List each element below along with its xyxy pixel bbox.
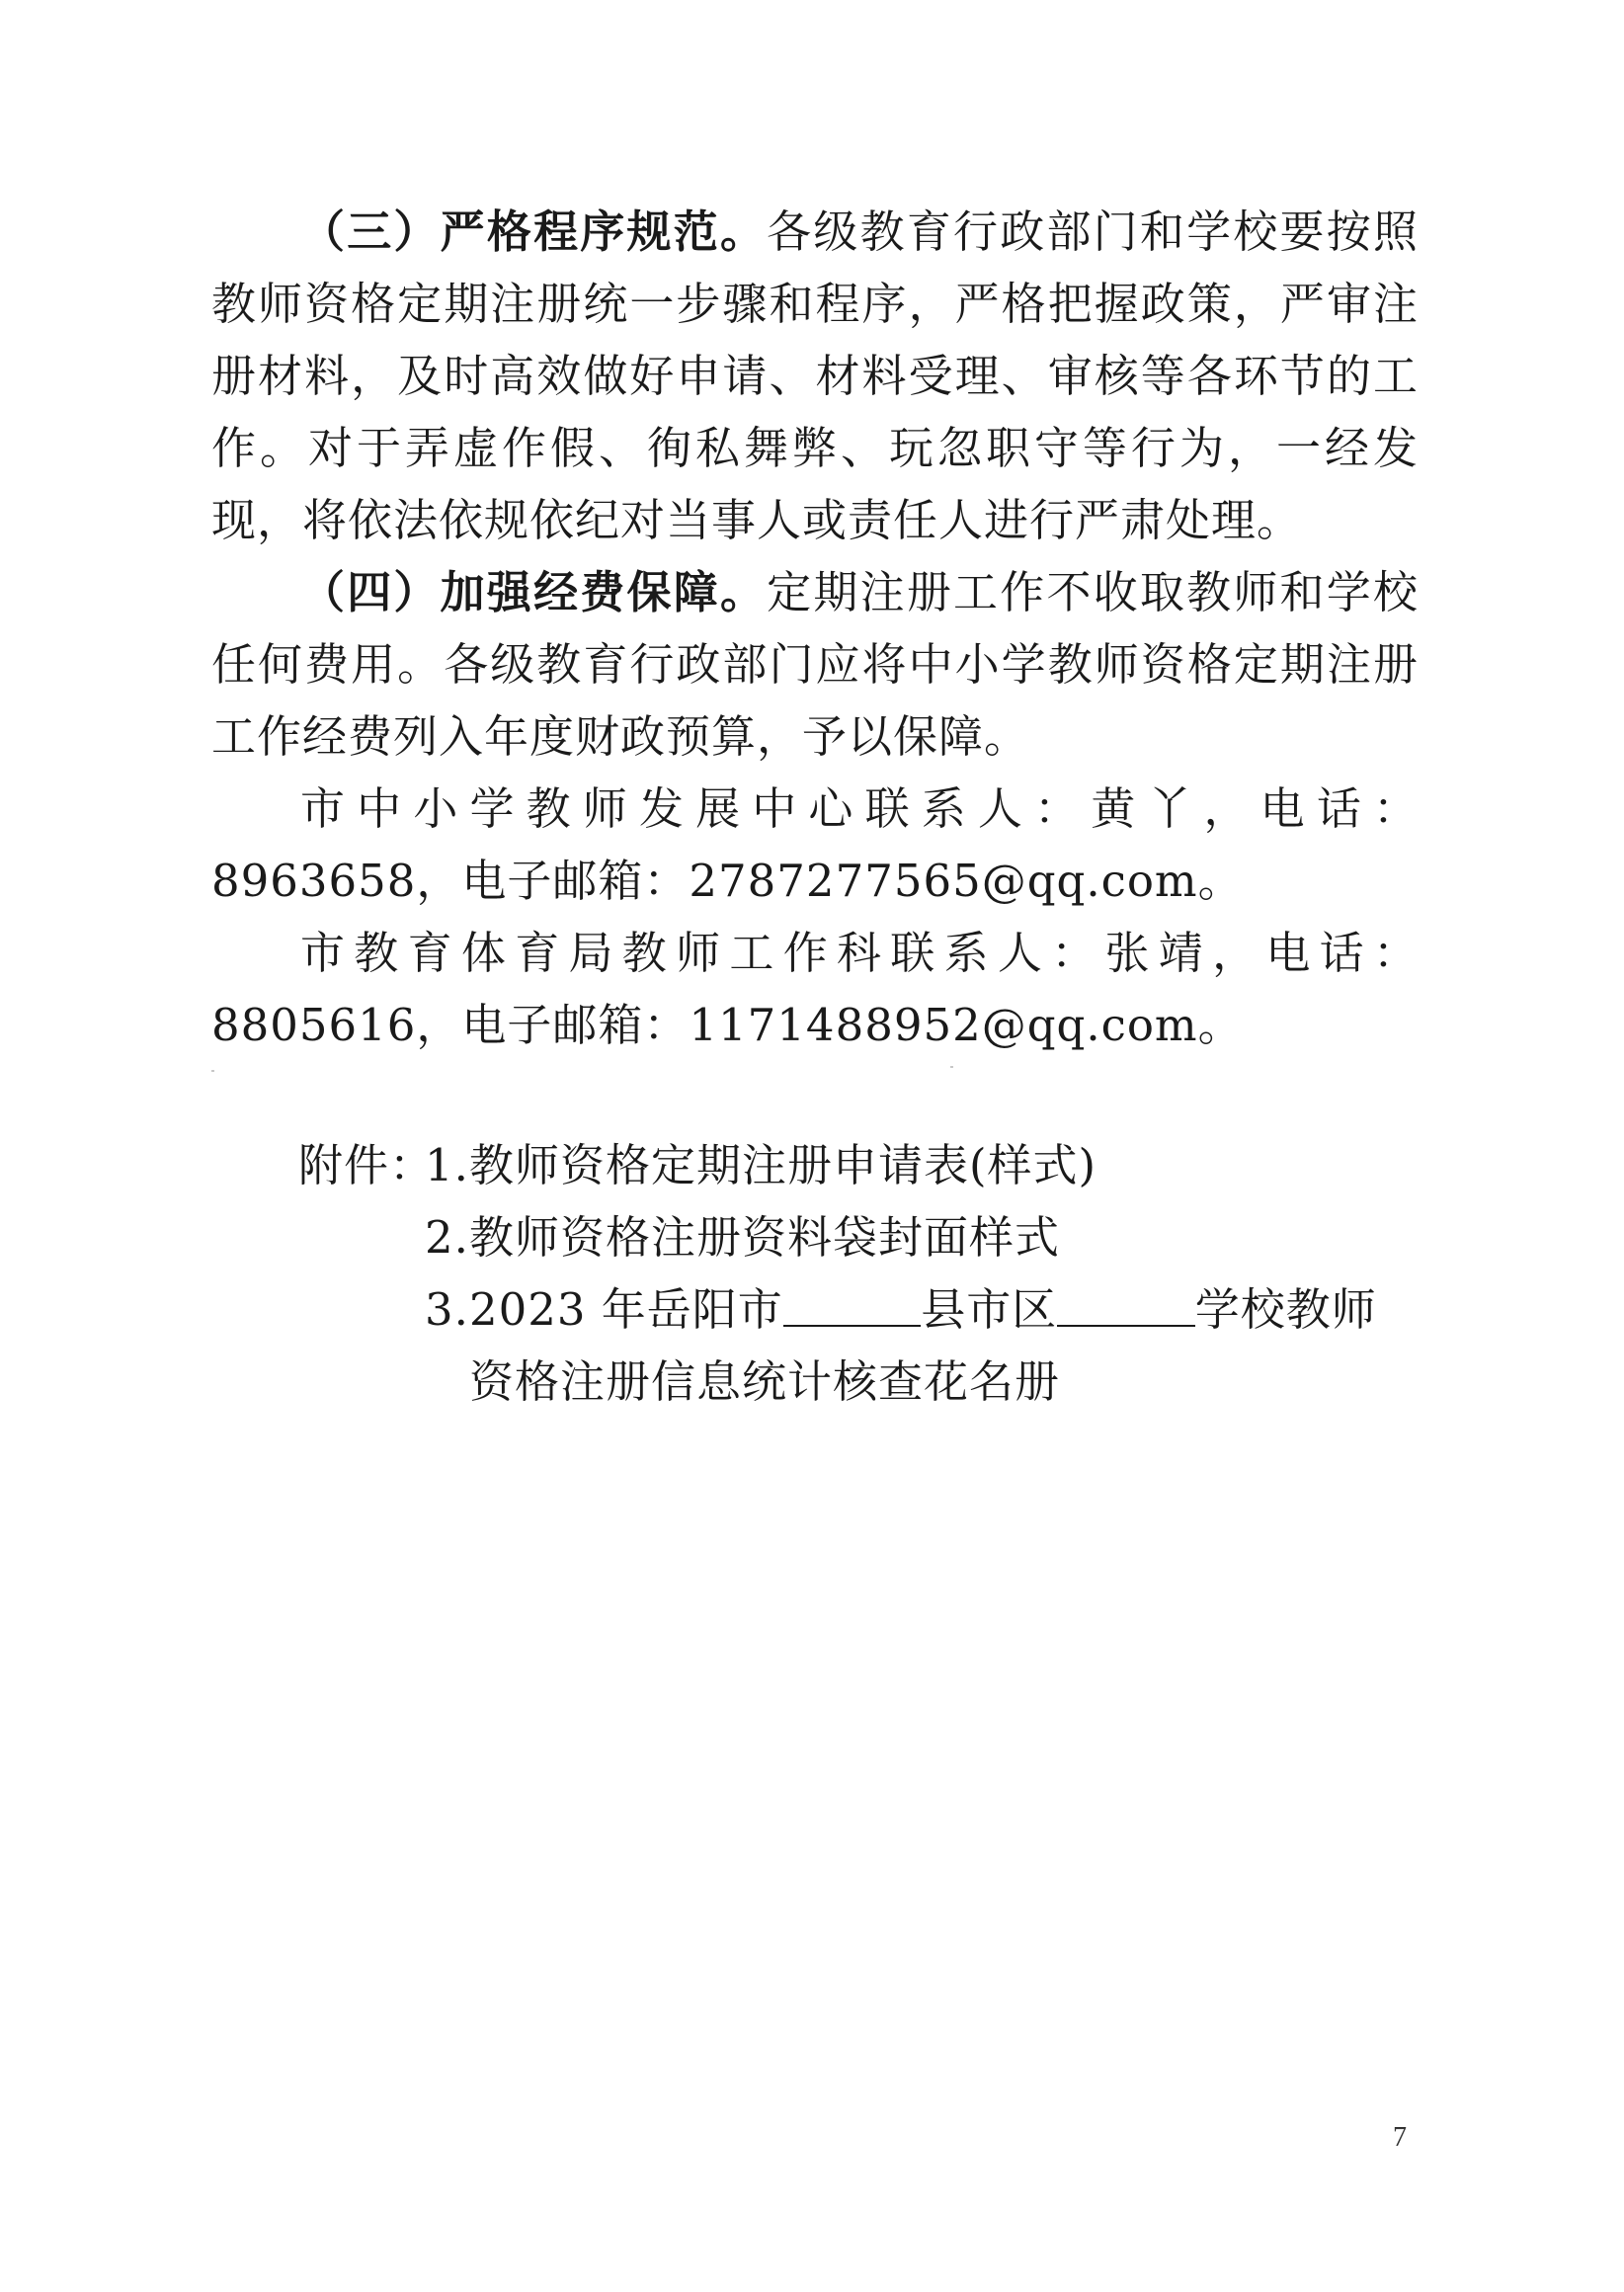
section-4-heading: （四）加强经费保障。 (300, 566, 768, 618)
attachments-label: 附件： (298, 1139, 436, 1191)
fill-in-blank (783, 1285, 922, 1328)
attachment-title: 教师资格定期注册申请表(样式) (468, 1139, 1097, 1191)
attachment-title: 教师资格注册资料袋封面样式 (468, 1211, 1060, 1264)
attachment-row-1 (211, 1129, 1419, 1201)
attachment-number: 3. (425, 1283, 469, 1336)
attachment-title-part-3: 学校教师资格注册信息统计核查花名册 (468, 1283, 1377, 1408)
section-3-heading: （三）严格程序规范。 (300, 205, 768, 258)
attachment-title-part-2: 县市区 (921, 1283, 1058, 1336)
contact-2 (211, 917, 1419, 1061)
attachment-item-1 (425, 1129, 1419, 1201)
attachment-title-part-1: 2023 年岳阳市 (468, 1283, 783, 1336)
section-3-body: 各级教育行政部门和学校要按照教师资格定期注册统一步骤和程序，严格把握政策，严审注册材料，及时高效做好申请、材料受理、审核等各环节的工作。对于弄虚作假、徇私舞弊、玩忽职守等行为，一经发现，将依法依规依纪对当事人或责任人进行严肃处理。 (211, 205, 1419, 546)
attachment-number: 1. (425, 1139, 469, 1191)
page-number: 7 (1393, 2122, 1407, 2153)
section-4-paragraph (211, 556, 1419, 773)
contact-1 (211, 773, 1419, 917)
attachment-row-2 (211, 1201, 1419, 1273)
section-4-body: 定期注册工作不收取教师和学校任何费用。各级教育行政部门应将中小学教师资格定期注册工作经费列入年度财政预算，予以保障。 (211, 566, 1419, 763)
attachment-row-3 (211, 1273, 1419, 1418)
attachment-item-2 (425, 1201, 1419, 1273)
section-4 (211, 556, 1419, 773)
attachment-title (469, 1273, 1419, 1418)
attachment-number: 2. (425, 1211, 469, 1264)
attachment-item-3 (425, 1273, 1419, 1418)
section-3-paragraph (211, 196, 1419, 556)
attachments (211, 1129, 1419, 1418)
fill-in-blank (1057, 1285, 1195, 1328)
scan-speck (950, 1066, 953, 1068)
scan-speck (211, 1070, 214, 1072)
section-3 (211, 196, 1419, 556)
contact-1-paragraph: 市中小学教师发展中心联系人：黄丫，电话：8963658，电子邮箱：2787277565@qq.com。 (211, 782, 1419, 907)
contact-2-paragraph: 市教育体育局教师工作科联系人：张靖，电话：8805616，电子邮箱：1171488952@qq.com。 (211, 927, 1419, 1051)
